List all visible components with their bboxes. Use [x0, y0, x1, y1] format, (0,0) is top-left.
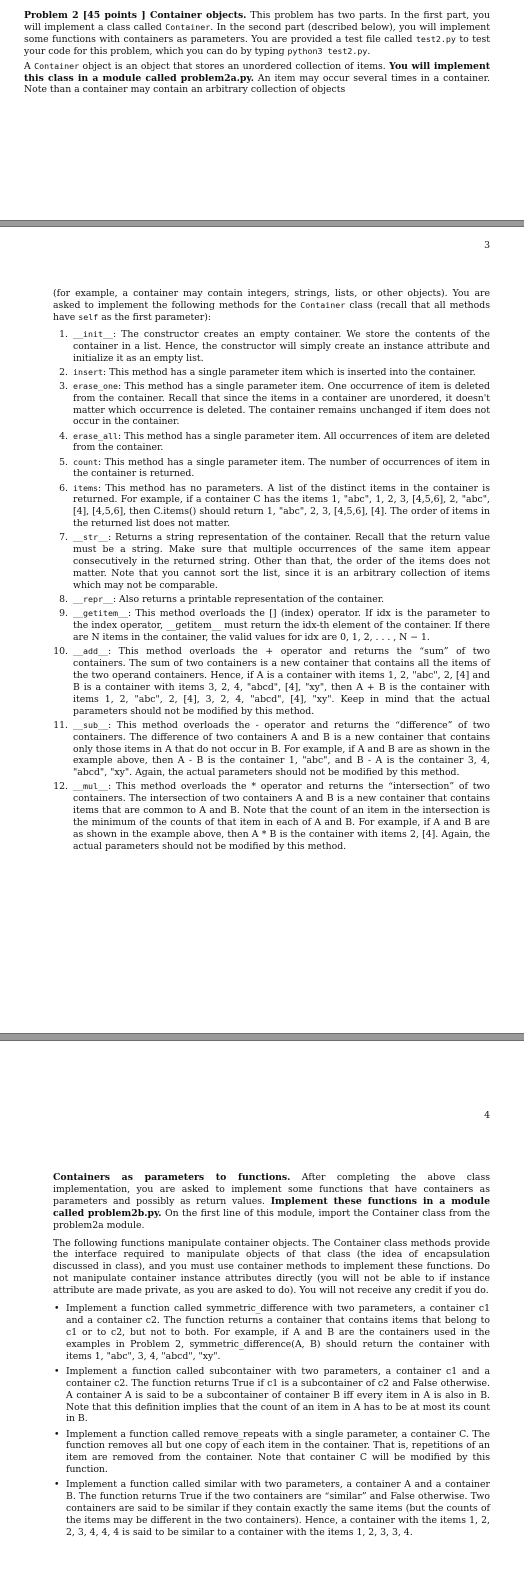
list-item: 12. __mul__: This method overloads the * operator and returns the “intersection” of two containers. The intersection of two containers A and B is a new container that contains items that are common to A and B. Note that the count of an item in the intersection is the minimum of the counts of that item in each of A and B. For example, if A and B are as shown in the example above, then A * B is the container with items 2, [4]. Again, the actual parameters should not be modified by this method.: [53, 781, 490, 852]
list-item: • Implement a function called similar with two parameters, a container A and a container B. The function returns True if the two containers are “similar” and False otherwise. Two containers are said to be similar if they contain exactly the same items (but the counts of the items may be different in the two containers). Hence, a container with the items 1, 2, 2, 3, 4, 4, 4 is said to be similar to a container with the items 1, 2, 3, 3, 4.: [54, 1479, 490, 1538]
methods-intro-paragraph: (for example, a container may contain integers, strings, lists, or other objects). You are asked to implement the following methods for the Container class (recall that all methods have self as the first parameter):: [53, 288, 490, 323]
methods-list: [53, 329, 490, 853]
problem-heading: Problem 2 [45 points ] Container objects.: [24, 10, 247, 21]
page-number-4: 4: [484, 1110, 490, 1121]
list-item: 1. __init__: The constructor creates an empty container. We store the contents of the container in a list. Hence, the constructor will simply create an instance attribute and initialize it as an empty list.: [59, 328, 490, 364]
list-item: 5. count: This method has a single parameter item. The number of occurrences of item in the container is returned.: [59, 456, 490, 480]
page-3: [0, 1041, 524, 1586]
functions-intro-paragraph: Containers as parameters to functions. After completing the above class implementation, you are asked to implement some functions that have containers as parameters and possibly as return values. Implement these functions in a module called problem2b.py. On the first line of this module, import the Container class from the problem2a module.: [53, 1172, 491, 1231]
encapsulation-paragraph: The following functions manipulate container objects. The Container class methods provide the interface required to manipulate objects of that class (the idea of encapsulation discussed in class), and you must use container methods to implement these functions. Do not manipulate container instance attributes directly (you will not be able to if instance attribute are made private, as you are asked to do). You will not receive any credit if you do.: [53, 1237, 490, 1297]
list-item: 3. erase_one: This method has a single parameter item. One occurrence of item is deleted from the container. Recall that since the items in a container are unordered, it doesn't matter which occurrence is deleted. The container remains unchanged if item does not occur in the container.: [59, 380, 490, 428]
section-heading: Containers as parameters to functions.: [53, 1172, 291, 1183]
bullet-icon: •: [54, 1479, 60, 1491]
list-item: • Implement a function called symmetric_difference with two parameters, a container c1 and a container c2. The function returns a container that contains items that belong to c1 or to c2, but not to both. For example, if A and B are the containers used in the examples in Problem 2, symmetric_difference(A, B) should return the container with items 1, "abc", 3, 4, "abcd", "xy".: [54, 1303, 490, 1362]
bullet-icon: •: [54, 1303, 60, 1315]
list-item: • Implement a function called remove_repeats with a single parameter, a container C. The function removes all but one copy of each item in the container. That is, repetitions of an item are removed from the container. Note that container C will be modified by this function.: [54, 1428, 490, 1476]
list-item: • Implement a function called subcontainer with two parameters, a container c1 and a container c2. The function returns True if c1 is a subcontainer of c2 and False otherwise. A container A is said to be a subcontainer of container B iff every item in A is also in B. Note that this definition implies that the count of an item in A has to be at most its count in B.: [54, 1365, 490, 1425]
list-item: 10. __add__: This method overloads the + operator and returns the “sum” of two containers. The sum of two containers is a new container that contains all the items of the two operand containers. Hence, if A is a container with items 1, 2, "abc", 2, [4] and B is a container with items 3, 2, 4, "abcd", [4], "xy", then A + B is the container with items 1, 2, "abc", 2, [4], 3, 2, 4, "abcd", [4], "xy". Keep in mind that the actual parameters should not be modified by this method.: [53, 646, 490, 717]
bullet-icon: •: [54, 1365, 60, 1377]
list-item: 2. insert: This method has a single parameter item which is inserted into the container.: [59, 366, 476, 378]
page-1: [0, 0, 524, 220]
page-3-text: [53, 1172, 490, 1542]
page-2: [0, 227, 524, 1033]
container-definition-paragraph: A Container object is an object that stores an unordered collection of items. You will implement this class in a module called problem2a.py. An item may occur several times in a container. Note than a container may contain an arbitrary collection of objects: [24, 60, 491, 96]
problem-intro-paragraph: Problem 2 [45 points ] Container objects. This problem has two parts. In the first part, you will implement a class called Container. In the second part (described below), you will implement some functions with containers as parameters. You are provided a test file called test2.py to test your code for this problem, which you can do by typing python3 test2.py.: [24, 10, 490, 57]
page-1-text: [24, 10, 490, 99]
page-number-3: 3: [484, 240, 490, 251]
page-separator-2: [0, 1033, 524, 1041]
bullet-icon: •: [54, 1428, 60, 1440]
page-separator-1: [0, 220, 524, 227]
list-item: 9. __getitem__: This method overloads the [] (index) operator. If idx is the parameter to the index operator, __getitem__ must return the idx-th element of the container. If there are N items in the container, the valid values for idx are 0, 1, 2, . . . , N − 1.: [59, 608, 490, 643]
functions-list: [53, 1303, 490, 1539]
list-item: 4. erase_all: This method has a single parameter item. All occurrences of item are deleted from the container.: [59, 430, 490, 454]
page-2-text: [53, 288, 490, 855]
list-item: 8. __repr__: Also returns a printable representation of the container.: [59, 594, 385, 606]
list-item: 6. items: This method has no parameters. A list of the distinct items in the container is returned. For example, if a container C has the items 1, "abc", 1, 2, 3, [4,5,6], 2, "abc", [4], [4,5,6], then C.items() should return 1, "abc", 2, 3, [4,5,6], [4]. The order of items in the returned list does not matter.: [59, 482, 490, 530]
list-item: 11. __sub__: This method overloads the - operator and returns the “difference” of two containers. The difference of two containers A and B is a new container that contains only those items in A that do not occur in B. For example, if A and B are as shown in the example above, then A - B is the container 1, "abc", and B - A is the container 3, 4, "abcd", "xy". Again, the actual parameters should not be modified by this method.: [53, 719, 490, 779]
list-item: 7. __str__: Returns a string representation of the container. Recall that the return value must be a string. Make sure that multiple occurrences of the same item appear consecutively in the returned string. Other than that, the order of the items does not matter. Note that you cannot sort the list, since it is an arbitrary collection of items which may not be comparable.: [59, 532, 490, 591]
